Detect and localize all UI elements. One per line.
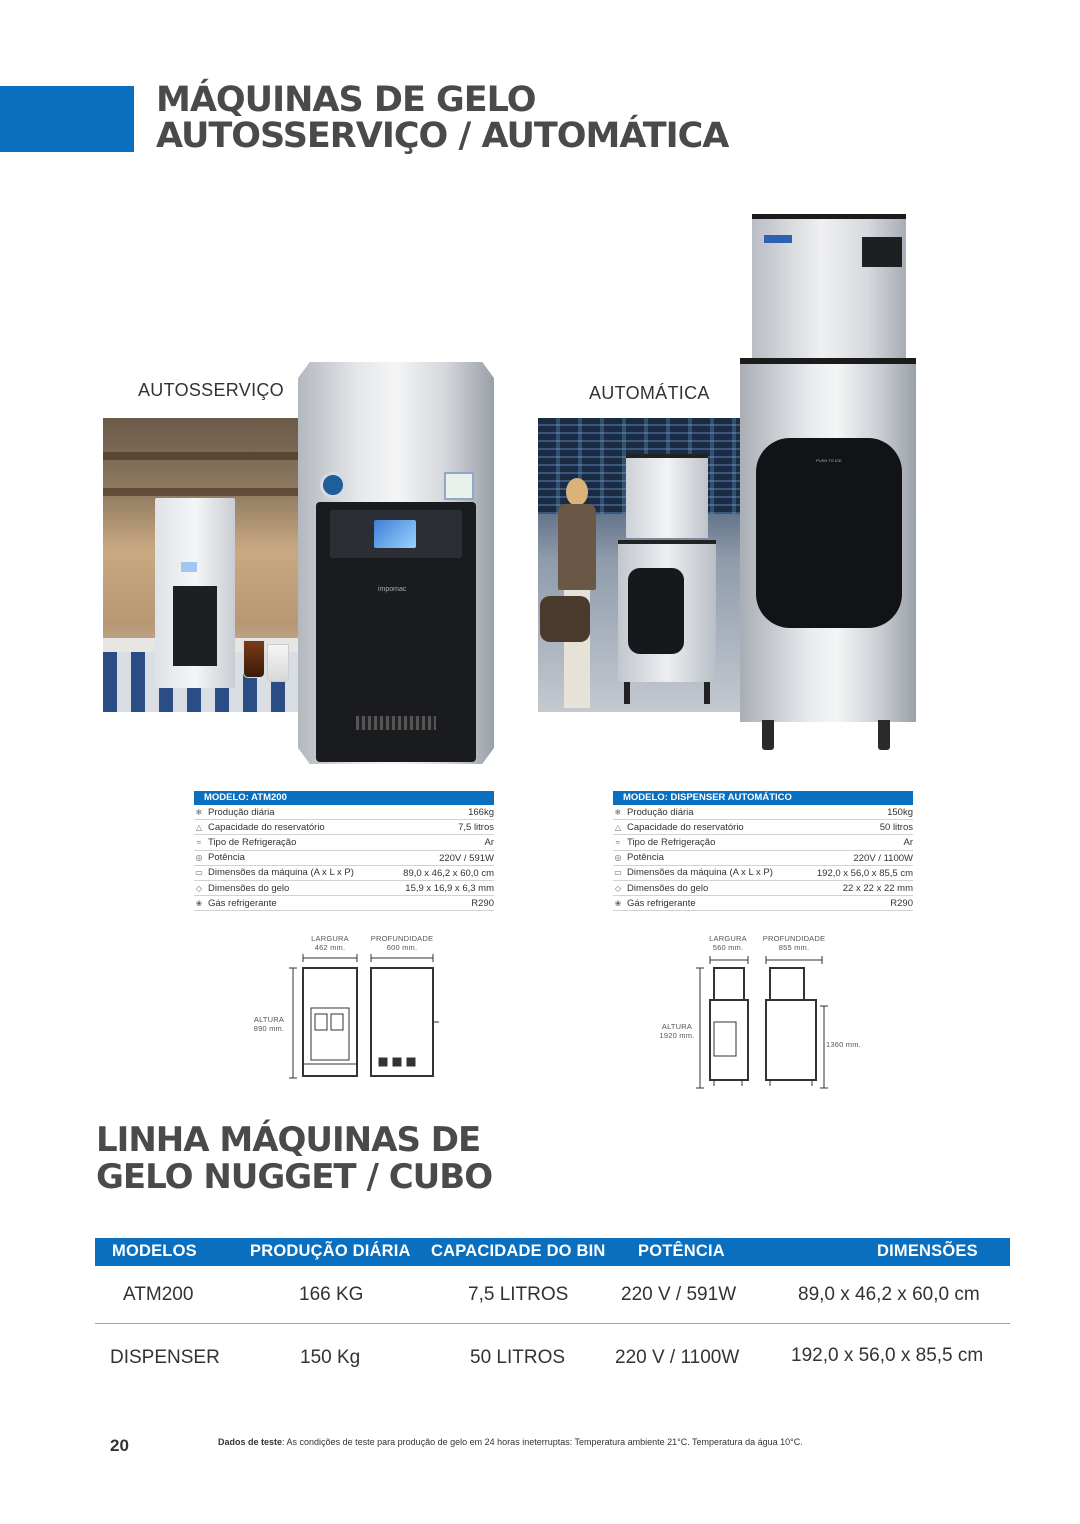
spec-row — [194, 851, 494, 866]
cube-icon: ◇ — [195, 883, 203, 893]
spec-row — [613, 896, 913, 911]
table-row — [95, 1324, 1010, 1381]
spec-row-label-group — [613, 851, 664, 865]
spec-table-atm200 — [194, 791, 494, 911]
spec-value: 22 x 22 x 22 mm — [842, 882, 913, 894]
spec-label: Dimensões do gelo — [208, 882, 290, 894]
dispenser-dimension-drawing — [692, 954, 832, 1094]
spec-table-header: MODELO: DISPENSER AUTOMÁTICO — [613, 791, 913, 805]
cell-production: 150 Kg — [300, 1347, 361, 1368]
spec-row-label-group — [194, 851, 245, 865]
cell-power: 220 V / 591W — [621, 1284, 737, 1305]
spec-value: 89,0 x 46,2 x 60,0 cm — [403, 867, 494, 879]
atm200-brand-text: impomac — [378, 586, 407, 593]
col-header-producao: PRODUÇÃO DIÁRIA — [250, 1242, 411, 1260]
gas-icon: ❀ — [614, 898, 622, 908]
spec-value: 150kg — [887, 807, 913, 818]
spec-value: Ar — [903, 837, 913, 849]
spec-label: Gás refrigerante — [627, 897, 696, 909]
cell-model: DISPENSER — [110, 1347, 220, 1368]
spec-row — [194, 896, 494, 911]
dim-right-width: LARGURA 560 mm. — [709, 934, 747, 952]
fan-icon: ≈ — [196, 837, 202, 847]
col-header-potencia: POTÊNCIA — [638, 1242, 725, 1260]
spec-row-label-group — [194, 881, 289, 895]
cube-icon: ◇ — [614, 883, 622, 893]
spec-row-label-group — [194, 805, 275, 819]
spec-row-label-group — [613, 881, 708, 895]
spec-row-label-group — [613, 820, 744, 834]
dim-left-height: ALTURA 890 mm. — [253, 1015, 285, 1033]
spec-table-dispenser — [613, 791, 913, 911]
page-number: 20 — [110, 1436, 129, 1455]
footnote-text: : As condições de teste para produção de gelo em 24 horas ineterruptas: Temperatura ambiente 21°C. Temperatura da água 10°C. — [282, 1437, 803, 1447]
dispenser-control-panel — [862, 237, 902, 267]
caption-automatica: AUTOMÁTICA — [589, 383, 710, 403]
power-icon: ◎ — [614, 853, 622, 863]
spec-label: Potência — [627, 852, 664, 864]
reservoir-icon: △ — [614, 822, 622, 832]
autosservico-scene-photo — [103, 418, 303, 712]
cell-capacity: 7,5 LITROS — [468, 1284, 569, 1305]
spec-label: Capacidade do reservatório — [208, 821, 325, 833]
spec-row — [194, 820, 494, 835]
spec-label: Capacidade do reservatório — [627, 821, 744, 833]
page-title-line2: AUTOSSERVIÇO / AUTOMÁTICA — [156, 116, 729, 156]
spec-label: Potência — [208, 852, 245, 864]
spec-row — [613, 851, 913, 866]
dim-right-bin-height: 1360 mm. — [826, 1040, 861, 1049]
cell-power: 220 V / 1100W — [615, 1347, 740, 1368]
cell-model: ATM200 — [123, 1284, 194, 1305]
spec-value: R290 — [471, 898, 494, 910]
gas-icon: ❀ — [195, 898, 203, 908]
spec-row — [194, 866, 494, 881]
spec-row — [613, 805, 913, 820]
spec-label: Dimensões da máquina (A x L x P) — [627, 867, 773, 879]
ruler-icon: ▭ — [614, 868, 622, 878]
section-title — [96, 1122, 492, 1196]
spec-row-label-group — [194, 866, 354, 880]
drip-tray — [356, 716, 436, 730]
caption-autosservico: AUTOSSERVIÇO — [138, 380, 284, 400]
traveler-figure — [556, 478, 596, 710]
spec-label: Tipo de Refrigeração — [208, 836, 297, 848]
spec-row-label-group — [194, 835, 296, 849]
spec-label: Dimensões da máquina (A x L x P) — [208, 867, 354, 879]
comparison-table-header — [95, 1238, 1010, 1266]
spec-value: Ar — [484, 837, 494, 849]
spec-value: 220V / 1100W — [853, 852, 913, 864]
spec-row — [194, 805, 494, 820]
spec-value: 220V / 591W — [439, 852, 494, 864]
power-icon: ◎ — [195, 853, 203, 863]
table-row — [95, 1266, 1010, 1323]
cell-production: 166 KG — [299, 1284, 364, 1305]
dim-right-depth: PROFUNDIDADE 855 mm. — [762, 934, 826, 952]
spec-row — [613, 881, 913, 896]
col-header-capacidade: CAPACIDADE DO BIN — [431, 1242, 606, 1260]
spec-row-label-group — [613, 866, 773, 880]
header-accent-bar — [0, 86, 134, 152]
cell-capacity: 50 LITROS — [470, 1347, 566, 1368]
test-data-footnote — [218, 1437, 803, 1447]
spec-row-label-group — [194, 896, 277, 910]
spec-row — [194, 881, 494, 896]
atm200-product-image — [298, 362, 494, 764]
mini-dispenser-machine — [618, 454, 716, 704]
dispenser-logo — [764, 235, 792, 243]
dim-left-width: LARGURA 462 mm. — [311, 934, 349, 952]
page-title — [156, 82, 728, 154]
cell-dimensions: 89,0 x 46,2 x 60,0 cm — [798, 1284, 980, 1305]
col-header-dimensoes: DIMENSÕES — [877, 1242, 978, 1260]
section-title-line1: LINHA MÁQUINAS DE — [96, 1120, 481, 1160]
spec-table-header: MODELO: ATM200 — [194, 791, 494, 805]
ruler-icon: ▭ — [195, 868, 203, 878]
page-title-line1: MÁQUINAS DE GELO — [156, 80, 536, 120]
spec-label: Produção diária — [208, 806, 275, 818]
spec-row-label-group — [194, 820, 325, 834]
dim-right-height: ALTURA 1920 mm. — [659, 1022, 695, 1040]
spec-row — [613, 866, 913, 881]
spec-row-label-group — [613, 805, 694, 819]
dim-left-depth: PROFUNDIDADE 600 mm. — [370, 934, 434, 952]
spec-value: R290 — [890, 898, 913, 910]
atm200-dimension-drawing — [285, 952, 445, 1082]
ice-production-icon: ❄ — [614, 807, 622, 817]
brand-badge-icon — [320, 472, 346, 498]
automatica-scene-photo — [538, 418, 743, 712]
travel-bag — [540, 596, 590, 642]
ice-production-icon: ❄ — [195, 807, 203, 817]
dispenser-product-image — [738, 214, 916, 760]
mini-atm-machine — [155, 498, 235, 688]
spec-value: 50 litros — [879, 822, 913, 834]
touch-screen — [374, 520, 416, 548]
spec-row — [194, 835, 494, 850]
col-header-modelos: MODELOS — [112, 1242, 197, 1260]
spec-value: 166kg — [468, 807, 494, 818]
spec-label: Tipo de Refrigeração — [627, 836, 716, 848]
spec-value: 7,5 litros — [458, 822, 494, 834]
spec-row-label-group — [613, 835, 715, 849]
spec-row — [613, 835, 913, 850]
spec-label: Dimensões do gelo — [627, 882, 709, 894]
spec-label: Gás refrigerante — [208, 897, 277, 909]
spec-label: Produção diária — [627, 806, 694, 818]
spec-row — [613, 820, 913, 835]
reservoir-icon: △ — [195, 822, 203, 832]
footnote-label: Dados de teste — [218, 1437, 283, 1447]
section-title-line2: GELO NUGGET / CUBO — [96, 1157, 493, 1197]
spec-value: 15,9 x 16,9 x 6,3 mm — [405, 882, 494, 894]
spec-value: 192,0 x 56,0 x 85,5 cm — [816, 867, 913, 879]
cell-dimensions: 192,0 x 56,0 x 85,5 cm — [791, 1345, 984, 1366]
dispenser-front-text: PUSH TO ICE — [816, 458, 842, 463]
fan-icon: ≈ — [615, 837, 621, 847]
spec-row-label-group — [613, 896, 696, 910]
certification-badge-icon — [444, 472, 474, 500]
comparison-table — [95, 1238, 1010, 1381]
